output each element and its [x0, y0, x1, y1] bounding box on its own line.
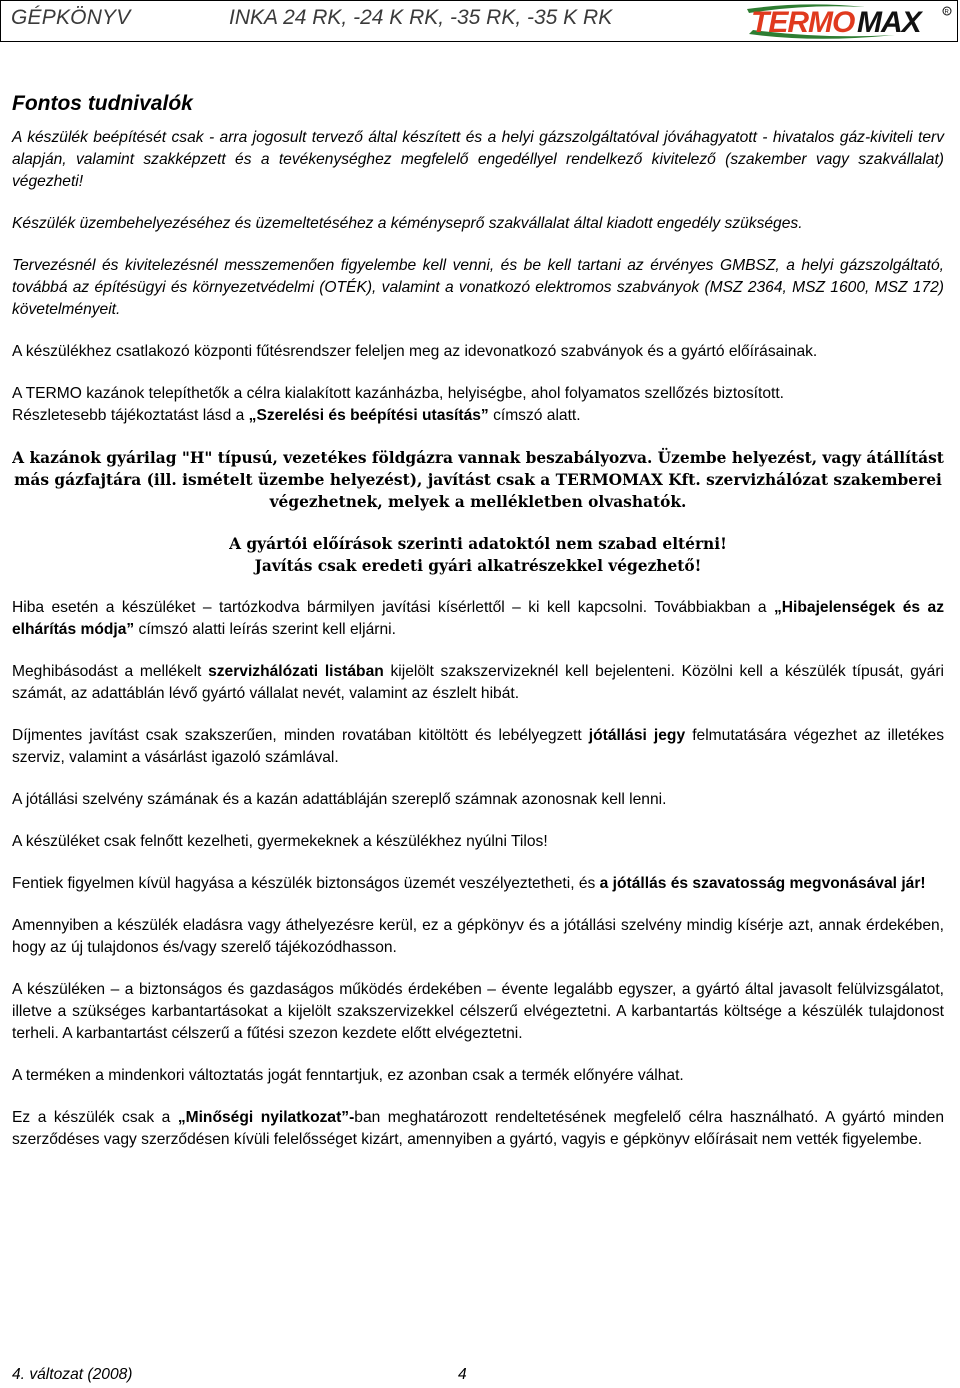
troubleshooting-reference: „Hibajelenségek és az elhárítás módja” [12, 599, 944, 638]
svg-text:MAX: MAX [857, 6, 921, 39]
paragraph-serial-number: A jótállási szelvény számának és a kazán adattábláján szereplő számnak azonosnak kell lenni. [12, 791, 667, 808]
paragraph-change-rights: A terméken a mindenkori változtatás jogát fenntartjuk, ez azonban csak a termék előnyére válhat. [12, 1067, 684, 1084]
page-header [0, 0, 958, 42]
svg-text:R: R [944, 9, 949, 16]
warranty-card-reference: jótállási jegy [588, 727, 686, 744]
paragraph-maintenance: A készüléken – a biztonságos és gazdaságos működés érdekében – évente legalább egyszer, a gyártó által javasolt felülvizsgálatot, illetve a szükséges karbantartásokat a kijelölt szakszervizekkel célszerű elvégeztetni. A karbantartás költsége a készülék tulajdonost terheli. A karbantartást célszerű a fűtési szezon kezdete előtt elvégeztetni. [12, 981, 944, 1042]
paragraph-adult-only: A készüléket csak felnőtt kezelheti, gyermekeknek a készülékhez nyúlni Tilos! [12, 833, 548, 850]
paragraph-manufacturer-warning [12, 533, 944, 577]
warning-line-2: Javítás csak eredeti gyári alkatrészekkel végezhető! [254, 557, 702, 575]
section-title: Fontos tudnivalók [12, 92, 193, 115]
warning-line-1: A gyártói előírások szerinti adatoktól nem szabad eltérni! [229, 535, 727, 553]
header-model-list: INKA 24 RK, -24 K RK, -35 RK, -35 K RK [229, 6, 613, 29]
paragraph-gas-type-notice: A kazánok gyárilag "H" típusú, vezetékes földgázra vannak beszabályozva. Üzembe helyezést, vagy átállítást más gázfajtára (ill. ismételt üzembe helyezést), javítást csak a TERMOMAX Kft. szervizhálózat szakemberei végezhetnek, melyek a mellékletben olvashatók. [12, 449, 944, 511]
paragraph-fault-handling: Hiba esetén a készüléket – tartózkodva bármilyen javítási kísérlettől – ki kell kapcsolni. Továbbiakban a „Hibajelenségek és az elhárítás módja” címszó alatti leírás szerint kell eljárni. [12, 599, 944, 638]
paragraph-warranty-loss: Fentiek figyelmen kívül hagyása a készülék biztonságos üzemét veszélyeztetheti, és a jótállás és szavatosság megvonásával jár! [12, 875, 926, 892]
paragraph-resale: Amennyiben a készülék eladásra vagy áthelyezésre kerül, ez a gépkönyv és a jótállási szelvény mindig kísérje azt, annak érdekében, hogy az új tulajdonos és/vagy szerelő tájékozódhasson. [12, 917, 944, 956]
paragraph-design-standards: Tervezésnél és kivitelezésnél messzemenően figyelembe kell venni, és be kell tartani az érvényes GMBSZ, a helyi gázszolgáltató, továbbá az építésügyi és környezetvédelmi (OTÉK), valamint a vonatkozó elektromos szabványok (MSZ 2364, MSZ 1600, MSZ 172) követelményeit. [12, 257, 944, 318]
page-content [12, 88, 944, 1171]
header-doc-type: GÉPKÖNYV [11, 6, 131, 29]
service-list-reference: szervizhálózati listában [208, 663, 384, 680]
paragraph-chimney-permit: Készülék üzembehelyezéséhez és üzemeltetéséhez a kéményseprő szakvállalat által kiadott engedély szükséges. [12, 215, 803, 232]
paragraph-heating-system: A készülékhez csatlakozó központi fűtésrendszer feleljen meg az idevonatkozó szabványok és a gyártó előírásainak. [12, 343, 818, 360]
page-footer [12, 1366, 467, 1384]
warranty-loss-emphasis: a jótállás és szavatosság megvonásával jár! [599, 875, 926, 892]
paragraph-intended-use: Ez a készülék csak a „Minőségi nyilatkozat”-ban meghatározott rendeltetésének megfelelő célra használható. A gyártó minden szerződéses vagy szerződésen kívüli felelősséget kizárt, amennyiben a gyártó, vagyis e gépkönyv előírásait nem vették figyelembe. [12, 1109, 944, 1148]
page-number: 4 [458, 1366, 467, 1383]
paragraph-installation: A készülék beépítését csak - arra jogosult tervező által készített és a helyi gázszolgáltatóval jóváhagyatott - hivatalos gáz-kiviteli terv alapján, valamint szakképzett és a tevékenységhez megfelelő engedéllyel rendelkező kivitelező (szakember vagy szakvállalat) végezheti! [12, 129, 944, 190]
svg-text:TERMO: TERMO [751, 6, 855, 39]
quality-declaration-reference: „Minőségi nyilatkozat”- [177, 1109, 355, 1126]
footer-version: 4. változat (2008) [12, 1366, 133, 1383]
boiler-room-line: A TERMO kazánok telepíthetők a célra kialakított kazánházba, helyiségbe, ahol folyamatos szellőzés biztosított. [12, 385, 785, 402]
paragraph-boiler-room: A TERMO kazánok telepíthetők a célra kialakított kazánházba, helyiségbe, ahol folyamatos szellőzés biztosított. Részletesebb tájékoztatást lásd a „Szerelési és beépítési utasítás” címszó alatt. [12, 385, 785, 424]
paragraph-free-repair: Díjmentes javítást csak szakszerűen, minden rovatában kitöltött és lebélyegzett jótállási jegy felmutatására végezhet az illetékes szerviz, valamint a vásárlást igazoló számlával. [12, 727, 944, 766]
termomax-logo [745, 3, 955, 39]
installation-reference: „Szerelési és beépítési utasítás” [248, 407, 489, 424]
paragraph-fault-reporting: Meghibásodást a mellékelt szervizhálózati listában kijelölt szakszervizeknél kell bejelenteni. Közölni kell a készülék típusát, gyári számát, az adattáblán lévő gyártó vállalat nevét, valamint az észlelt hibát. [12, 663, 944, 702]
